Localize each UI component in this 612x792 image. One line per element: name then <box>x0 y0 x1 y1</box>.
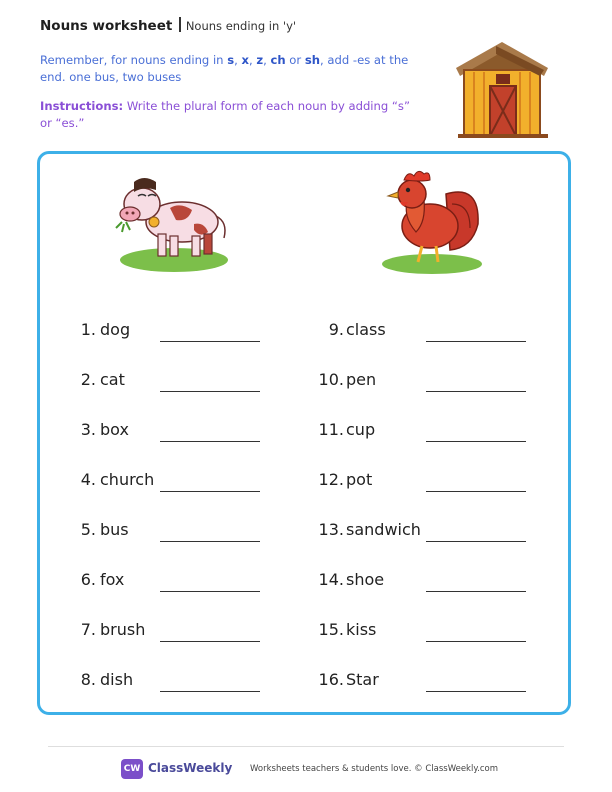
note-text: Remember, for nouns ending in <box>40 53 228 67</box>
note-ending-ch: ch <box>270 53 286 67</box>
question-number: 12. <box>318 470 344 489</box>
question-16 <box>306 670 526 694</box>
note-ending-z: z <box>256 53 264 67</box>
question-word: box <box>100 420 129 439</box>
note-comma: , <box>263 53 271 67</box>
question-5 <box>60 520 260 544</box>
question-number: 1. <box>80 320 96 339</box>
question-number: 16. <box>318 670 344 689</box>
question-word: class <box>346 320 386 339</box>
question-10 <box>306 370 526 394</box>
note-or: or <box>285 53 305 67</box>
question-1 <box>60 320 260 344</box>
question-3 <box>60 420 260 444</box>
question-14 <box>306 570 526 594</box>
barn-illustration <box>448 40 556 140</box>
question-number: 7. <box>80 620 96 639</box>
question-word: pot <box>346 470 373 489</box>
footer-divider <box>48 746 564 747</box>
note-comma: , <box>234 53 242 67</box>
question-word: cat <box>100 370 125 389</box>
answer-line[interactable] <box>426 591 526 592</box>
answer-line[interactable] <box>160 341 260 342</box>
question-number: 4. <box>80 470 96 489</box>
footer-tagline: Worksheets teachers & students love. © ClassWeekly.com <box>250 764 499 774</box>
note-ending-sh: sh <box>304 53 321 67</box>
note-text-end: , add -es at the end. one bus, two buses <box>40 53 409 84</box>
question-word: dog <box>100 320 131 339</box>
answer-line[interactable] <box>160 441 260 442</box>
cow-illustration <box>108 164 232 276</box>
worksheet-header <box>40 17 296 34</box>
reminder-note <box>40 52 420 86</box>
question-4 <box>60 470 260 494</box>
answer-line[interactable] <box>426 341 526 342</box>
answer-line[interactable] <box>160 691 260 692</box>
question-number: 9. <box>328 320 344 339</box>
question-6 <box>60 570 260 594</box>
question-word: cup <box>346 420 376 439</box>
question-word: shoe <box>346 570 385 589</box>
title-separator <box>179 17 181 32</box>
question-word: pen <box>346 370 377 389</box>
question-15 <box>306 620 526 644</box>
question-number: 6. <box>80 570 96 589</box>
question-7 <box>60 620 260 644</box>
brand-name: ClassWeekly <box>148 761 233 775</box>
instructions-text: Write the plural form of each noun by adding “s” or “es.” <box>40 99 410 130</box>
question-word: bus <box>100 520 129 539</box>
instructions-label: Instructions: <box>40 99 124 113</box>
worksheet-title: Nouns worksheet <box>40 18 173 34</box>
question-2 <box>60 370 260 394</box>
question-word: kiss <box>346 620 377 639</box>
question-number: 5. <box>80 520 96 539</box>
question-11 <box>306 420 526 444</box>
question-number: 8. <box>80 670 96 689</box>
question-number: 15. <box>318 620 344 639</box>
question-number: 2. <box>80 370 96 389</box>
answer-line[interactable] <box>426 441 526 442</box>
answer-line[interactable] <box>160 591 260 592</box>
answer-line[interactable] <box>160 391 260 392</box>
question-number: 11. <box>318 420 344 439</box>
question-number: 13. <box>318 520 344 539</box>
classweekly-logo-icon: CW <box>121 759 143 779</box>
question-word: fox <box>100 570 125 589</box>
question-number: 3. <box>80 420 96 439</box>
answer-line[interactable] <box>426 391 526 392</box>
question-word: Star <box>346 670 379 689</box>
question-word: sandwich <box>346 520 421 539</box>
answer-line[interactable] <box>426 541 526 542</box>
question-12 <box>306 470 526 494</box>
question-number: 14. <box>318 570 344 589</box>
answer-line[interactable] <box>160 541 260 542</box>
question-word: brush <box>100 620 146 639</box>
question-13 <box>306 520 526 544</box>
question-9 <box>306 320 526 344</box>
note-ending-s: s <box>227 53 235 67</box>
answer-line[interactable] <box>160 491 260 492</box>
instructions <box>40 98 420 132</box>
answer-line[interactable] <box>426 491 526 492</box>
note-comma: , <box>248 53 257 67</box>
question-8 <box>60 670 260 694</box>
rooster-illustration <box>378 164 486 276</box>
answer-line[interactable] <box>426 691 526 692</box>
question-word: church <box>100 470 155 489</box>
worksheet-subtitle: Nouns ending in 'y' <box>185 19 297 33</box>
question-number: 10. <box>318 370 344 389</box>
answer-line[interactable] <box>426 641 526 642</box>
note-ending-x: x <box>241 53 249 67</box>
question-word: dish <box>100 670 134 689</box>
answer-line[interactable] <box>160 641 260 642</box>
